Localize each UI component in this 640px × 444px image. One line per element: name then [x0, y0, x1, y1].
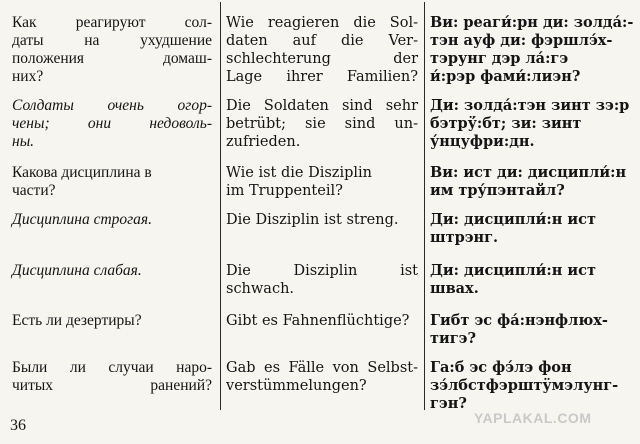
german-phrase: Die Disziplin ist streng.: [226, 212, 399, 228]
transcription: Ди: дисципли́:н ист швах.: [430, 262, 596, 297]
german-phrase: Die Soldaten sind sehr betrübt; sie sind un- zufrieden.: [226, 98, 418, 150]
german-phrase: Gibt es Fahnenflüchtige?: [226, 313, 410, 329]
german-phrase: Die Disziplin ist schwach.: [226, 263, 418, 297]
russian-phrase: Какова дисциплина в части?: [12, 164, 152, 199]
transcription: Га:б эс фэ́лэ фон зэ́лбстфэрштӱмэлунг- гэн?: [430, 359, 619, 412]
russian-phrase: Есть ли дезертиры?: [12, 312, 142, 329]
column-divider-1: [220, 2, 221, 410]
russian-phrase: Были ли случаи наро- читых ранений?: [12, 359, 212, 394]
transcription: Ви: ист ди: дисципли́:н им тру́пэнтайл?: [430, 164, 627, 199]
column-divider-2: [424, 2, 425, 410]
russian-phrase: Как реагируют сол- даты на ухудшение положения домаш- них?: [12, 14, 212, 85]
transcription: Ви: реаги́:рн ди: золда́:- тэн ауф ди: фэршлэ́х- тэрунг дэр ла́:гэ и́:рэр фами́:лиэн?: [430, 14, 634, 85]
page-number: 36: [10, 417, 26, 434]
russian-phrase: Солдаты очень огор- чены; они недоволь- ны.: [12, 97, 212, 150]
transcription: Ди: золда́:тэн зинт зэ:р бэтрӱ́:бт; зи: зинт у́нцуфри:дн.: [430, 97, 630, 150]
transcription: Ди: дисципли́:н ист штрэнг.: [430, 211, 596, 246]
german-phrase: Wie reagieren die Sol- daten auf die Ver- schlechterung der Lage ihrer Familien?: [226, 15, 418, 85]
russian-phrase: Дисциплина строгая.: [12, 211, 153, 228]
german-phrase: Gab es Fälle von Selbst- verstümmelungen?: [226, 360, 418, 394]
russian-phrase: Дисциплина слабая.: [12, 262, 142, 279]
transcription: Гибт эс фа́:нэнфлюх- тигэ?: [430, 312, 608, 347]
german-phrase: Wie ist die Disziplin im Truppenteil?: [226, 165, 372, 199]
watermark-logo: YAPLAKAL.COM: [474, 410, 592, 426]
